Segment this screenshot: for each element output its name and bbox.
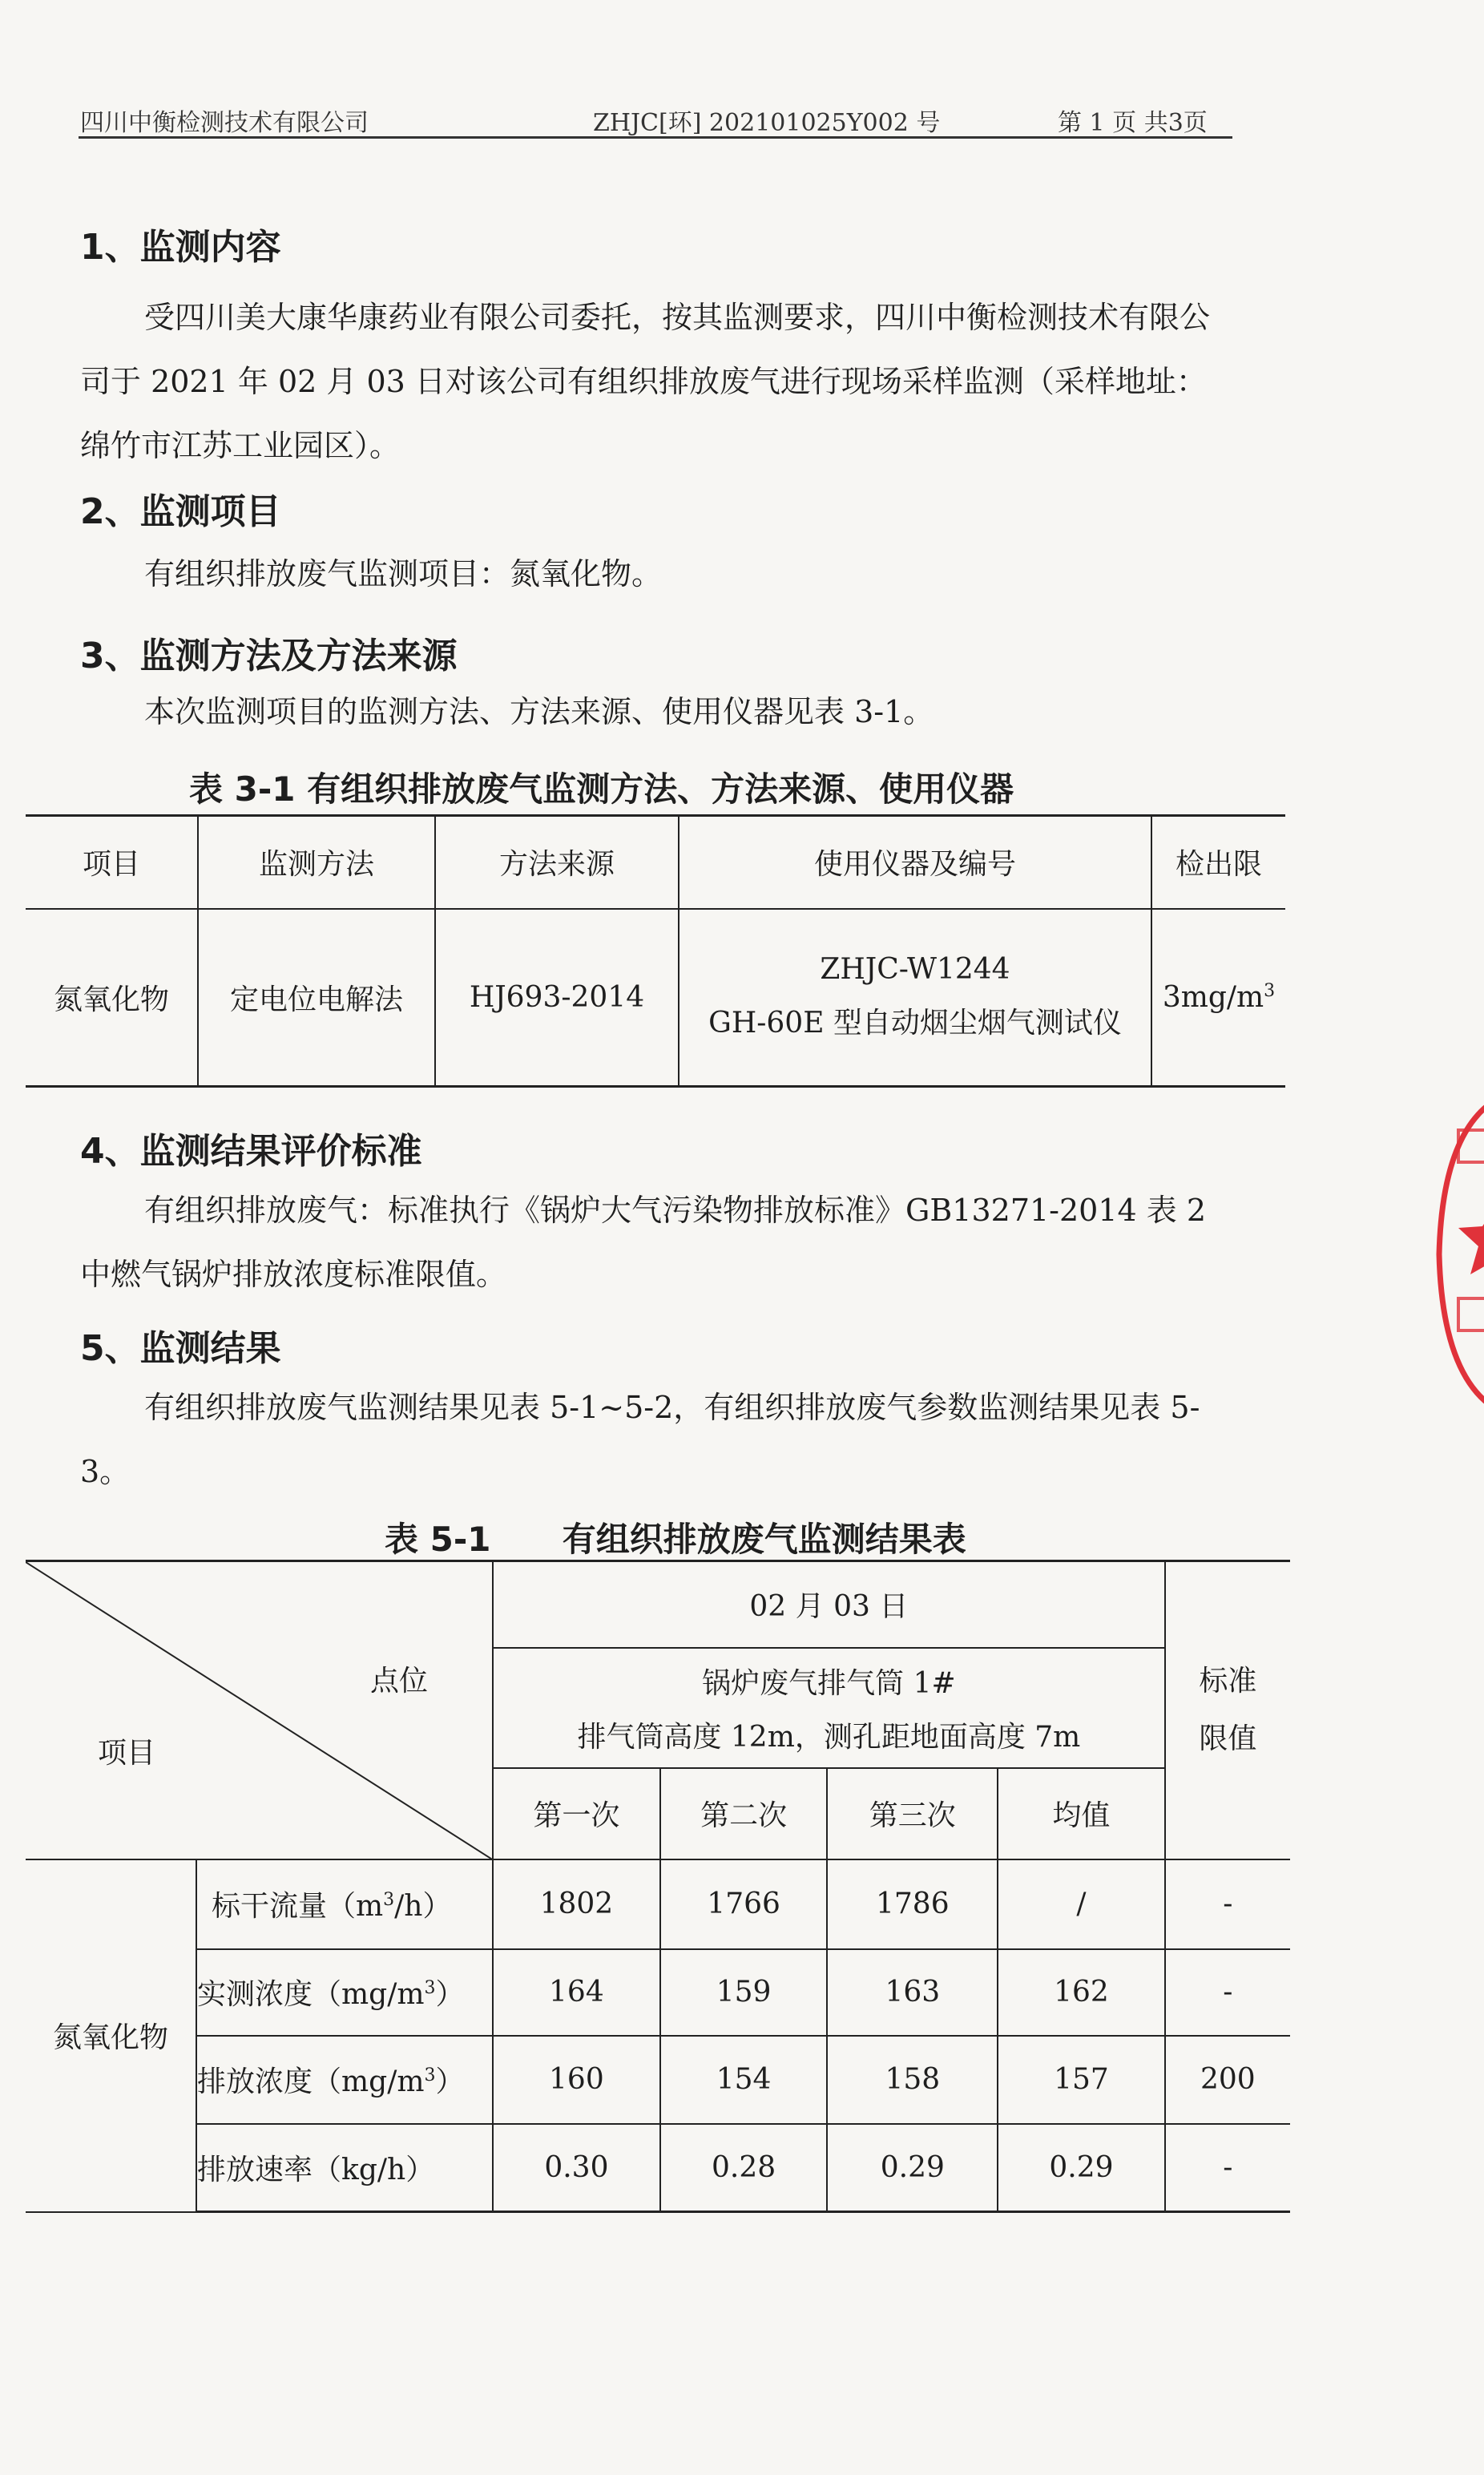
t51-cell: 1802	[493, 1859, 660, 1949]
t51-cell-std: -	[1165, 1949, 1290, 2036]
t31-instrument-name: GH-60E 型自动烟尘烟气测试仪	[708, 1007, 1122, 1040]
t51-row-name	[196, 1949, 493, 2036]
t51-group: 氮氧化物	[26, 1859, 196, 2212]
section-5-body: 有组织排放废气监测结果见表 5-1~5-2，有组织排放废气参数监测结果见表 5-3。	[80, 1390, 1200, 1489]
t51-cell: 163	[827, 1949, 998, 2036]
t51-cell-std: -	[1165, 1859, 1290, 1949]
t51-cell-std: -	[1165, 2124, 1290, 2212]
t51-std-header	[1165, 1561, 1290, 1859]
section-3-body: 本次监测项目的监测方法、方法来源、使用仪器见表 3-1。	[144, 694, 934, 729]
t51-row-name-text: 标干流量（m	[212, 1890, 384, 1923]
t51-cell: 0.29	[827, 2124, 998, 2212]
t31-head-source: 方法来源	[435, 816, 679, 909]
table-5-1-caption-no: 表 5-1	[385, 1520, 491, 1559]
section-5-title: 5、监测结果	[80, 1328, 281, 1369]
table-3-1-caption: 表 3-1 有组织排放废气监测方法、方法来源、使用仪器	[189, 769, 1014, 809]
section-2-title: 2、监测项目	[80, 491, 281, 532]
t51-col-run2: 第二次	[660, 1768, 828, 1859]
t51-col-run3: 第三次	[827, 1768, 998, 1859]
t31-limit-sup: 3	[1264, 980, 1276, 1001]
t51-std-header-text: 标准限值	[1199, 1664, 1257, 1755]
section-4-text	[80, 1178, 1234, 1306]
t31-method: 定电位电解法	[198, 909, 435, 1087]
t51-cell: 0.29	[998, 2124, 1165, 2212]
t51-corner-diagonal	[26, 1562, 494, 1860]
t31-source: HJ693-2014	[435, 909, 679, 1087]
t51-cell-std: 200	[1165, 2036, 1290, 2124]
section-2-text	[80, 542, 1234, 606]
section-4-body: 有组织排放废气：标准执行《锅炉大气污染物排放标准》GB13271-2014 表 2 中燃气锅炉排放浓度标准限值。	[80, 1193, 1207, 1292]
t51-cell: 159	[660, 1949, 828, 2036]
t51-location-line2: 排气筒高度 12m，测孔距地面高度 7m	[577, 1720, 1081, 1754]
t51-location	[493, 1648, 1165, 1768]
t51-corner-cell	[26, 1561, 493, 1859]
header-rule	[79, 136, 1232, 139]
t31-head-item: 项目	[26, 816, 198, 909]
t51-col-run1: 第一次	[493, 1768, 660, 1859]
table-5-1-caption	[385, 1513, 966, 1561]
red-seal-stamp-icon	[1434, 1082, 1484, 1427]
t51-cell: 1766	[660, 1859, 828, 1949]
t51-row-sup: 3	[383, 1890, 395, 1910]
t51-cell: 154	[660, 2036, 828, 2124]
t51-row-name	[196, 2124, 493, 2212]
t31-head-instrument: 使用仪器及编号	[679, 816, 1151, 909]
table-row	[26, 2036, 1290, 2124]
t31-limit	[1151, 909, 1285, 1087]
t51-cell: 157	[998, 2036, 1165, 2124]
t51-row-tail: ）	[435, 1978, 465, 2011]
t51-date: 02 月 03 日	[493, 1561, 1165, 1648]
t51-cell: 164	[493, 1949, 660, 2036]
t51-row-name-text: 排放浓度（mg/m	[197, 2065, 425, 2098]
t31-head-limit: 检出限	[1151, 816, 1285, 909]
t31-head-method: 监测方法	[198, 816, 435, 909]
t51-cell: 162	[998, 1949, 1165, 2036]
table-row	[26, 2124, 1290, 2212]
header-report-no: ZHJC[环] 202101025Y002 号	[593, 109, 941, 137]
t51-row-tail: ）	[435, 2065, 465, 2098]
table-row	[26, 1949, 1290, 2036]
t31-instrument	[679, 909, 1151, 1087]
t51-cell: /	[998, 1859, 1165, 1949]
t51-cell: 160	[493, 2036, 660, 2124]
t51-cell: 1786	[827, 1859, 998, 1949]
section-3-text	[80, 680, 1234, 744]
section-2-body: 有组织排放废气监测项目：氮氧化物。	[144, 556, 663, 591]
t51-row-name-text: 排放速率（kg/h）	[197, 2153, 435, 2186]
header-page-number: 第 1 页 共3页	[1058, 109, 1208, 137]
t51-location-line1: 锅炉废气排气筒 1#	[702, 1666, 956, 1700]
t51-cell: 0.28	[660, 2124, 828, 2212]
t51-row-name	[196, 1859, 493, 1949]
section-3-title: 3、监测方法及方法来源	[80, 636, 458, 676]
table-5-1	[26, 1560, 1290, 2213]
t51-col-avg: 均值	[998, 1768, 1165, 1859]
t51-row-name	[196, 2036, 493, 2124]
t51-row-sup: 3	[424, 1978, 436, 1998]
t51-cell: 158	[827, 2036, 998, 2124]
t51-corner-item: 项目	[98, 1737, 156, 1770]
t51-cell: 0.30	[493, 2124, 660, 2212]
t31-item: 氮氧化物	[26, 909, 198, 1087]
header-company: 四川中衡检测技术有限公司	[80, 109, 369, 137]
section-1-body: 受四川美大康华康药业有限公司委托，按其监测要求，四川中衡检测技术有限公司于 2021 年 02 月 03 日对该公司有组织排放废气进行现场采样监测（采样地址：绵竹市江苏工业园区）。	[80, 300, 1211, 463]
table-3-1	[26, 814, 1285, 1088]
t51-row-tail: /h）	[394, 1890, 452, 1923]
t31-instrument-code: ZHJC-W1244	[820, 953, 1010, 987]
section-5-text	[80, 1375, 1234, 1504]
t51-row-name-text: 实测浓度（mg/m	[197, 1978, 425, 2011]
section-4-title: 4、监测结果评价标准	[80, 1131, 422, 1172]
t51-corner-point: 点位	[370, 1665, 429, 1698]
section-1-title: 1、监测内容	[80, 227, 281, 268]
t31-limit-value: 3mg/m	[1162, 980, 1264, 1014]
section-1-text	[80, 285, 1234, 478]
t51-row-sup: 3	[424, 2065, 436, 2085]
table-5-1-caption-title: 有组织排放废气监测结果表	[562, 1520, 966, 1559]
table-row	[26, 1859, 1290, 1949]
